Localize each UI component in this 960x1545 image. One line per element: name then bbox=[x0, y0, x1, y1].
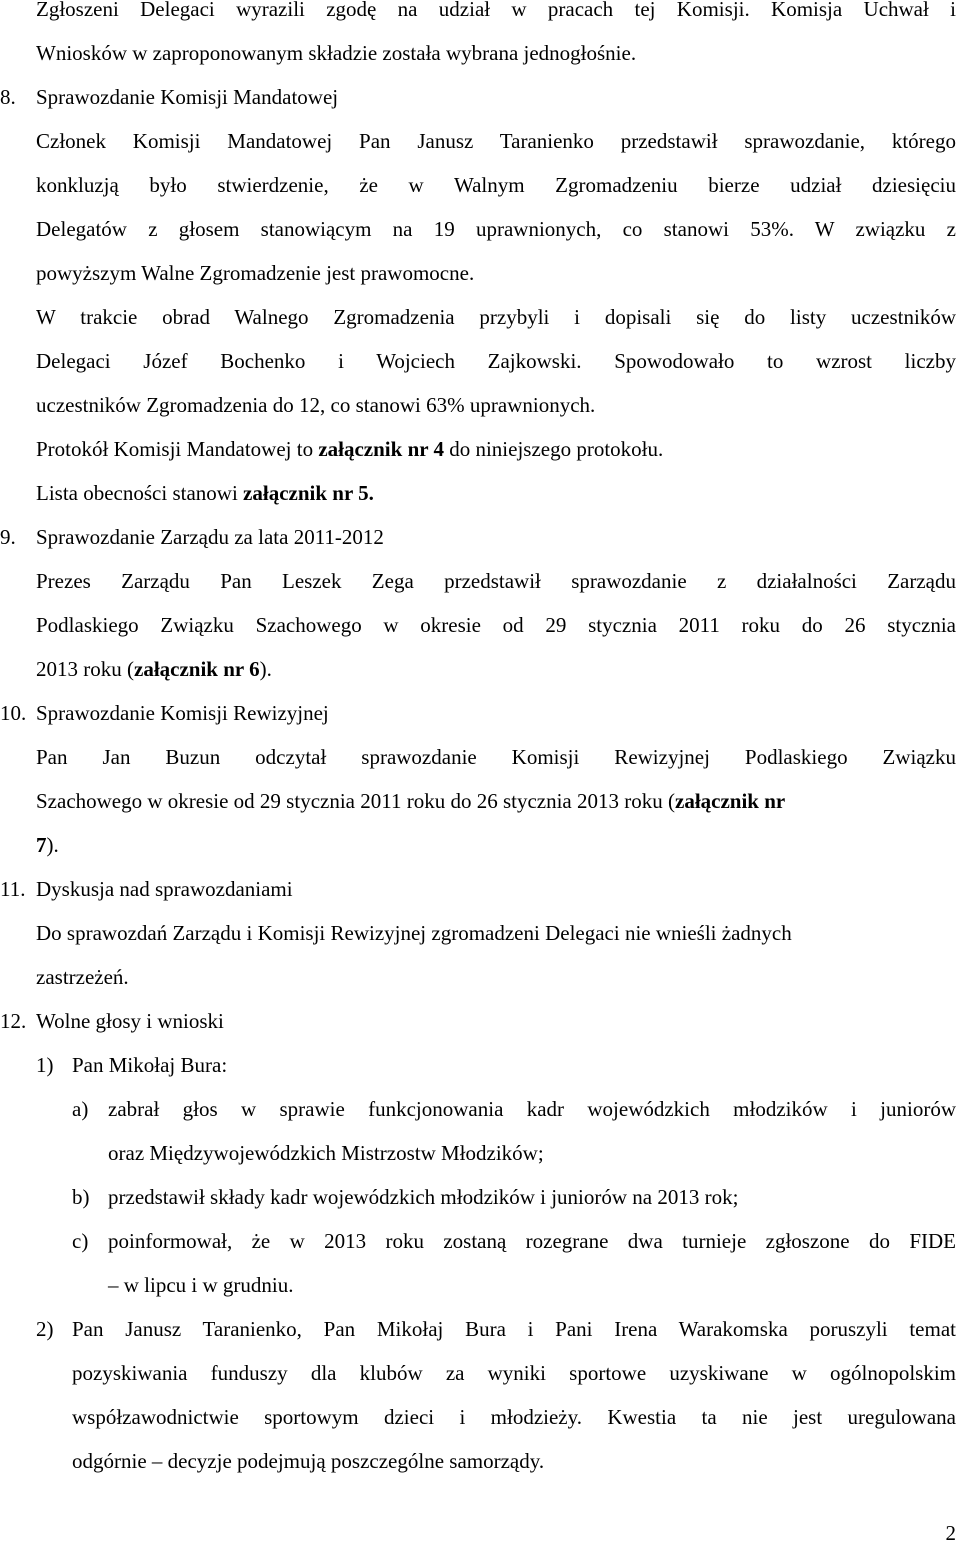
paragraph-line: konkluzją było stwierdzenie, że w Walnym Zgromadzeniu bierze udział dziesięciu bbox=[36, 173, 956, 197]
list-item: oraz Międzywojewódzkich Mistrzostw Młodzików; bbox=[108, 1141, 544, 1165]
list-item: zabrał głos w sprawie funkcjonowania kadr wojewódzkich młodzików i juniorów bbox=[108, 1097, 956, 1121]
attachment-reference: 7 bbox=[36, 833, 47, 857]
list-marker: a) bbox=[72, 1097, 89, 1121]
list-marker: 1) bbox=[36, 1053, 54, 1077]
paragraph-line bbox=[36, 436, 663, 462]
list-marker: b) bbox=[72, 1185, 90, 1209]
paragraph-line: Podlaskiego Związku Szachowego w okresie od 29 stycznia 2011 roku do 26 stycznia bbox=[36, 613, 956, 637]
paragraph-line: W trakcie obrad Walnego Zgromadzenia przybyli i dopisali się do listy uczestników bbox=[36, 305, 956, 329]
paragraph-line: Do sprawozdań Zarządu i Komisji Rewizyjnej zgromadzeni Delegaci nie wnieśli żadnych bbox=[36, 921, 792, 945]
section-heading: Sprawozdanie Zarządu za lata 2011-2012 bbox=[36, 525, 384, 549]
paragraph-line: Wniosków w zaproponowanym składzie została wybrana jednogłośnie. bbox=[36, 41, 637, 65]
paragraph-line: Członek Komisji Mandatowej Pan Janusz Taranienko przedstawił sprawozdanie, którego bbox=[36, 129, 956, 153]
paragraph-line: Delegaci Józef Bochenko i Wojciech Zajkowski. Spowodowało to wzrost liczby bbox=[36, 349, 956, 373]
text-span: ). bbox=[259, 657, 272, 681]
text-span: do niniejszego protokołu. bbox=[443, 437, 664, 461]
list-marker: 2) bbox=[36, 1317, 54, 1341]
section-heading: Dyskusja nad sprawozdaniami bbox=[36, 877, 293, 901]
page-number: 2 bbox=[945, 1521, 956, 1545]
heading-number: 8. bbox=[0, 85, 16, 109]
text-span: Protokół Komisji Mandatowej to bbox=[36, 437, 319, 461]
list-item: pozyskiwania funduszy dla klubów za wyniki sportowe uzyskiwane w ogólnopolskim bbox=[72, 1361, 956, 1385]
paragraph-line bbox=[36, 788, 785, 814]
list-item: współzawodnictwie sportowym dzieci i młodzieży. Kwestia ta nie jest uregulowana bbox=[72, 1405, 956, 1429]
list-item: Pan Janusz Taranienko, Pan Mikołaj Bura i Pani Irena Warakomska poruszyli temat bbox=[72, 1317, 956, 1341]
paragraph-line bbox=[36, 480, 374, 506]
paragraph-line: zastrzeżeń. bbox=[36, 965, 129, 989]
section-heading: Sprawozdanie Komisji Rewizyjnej bbox=[36, 701, 329, 725]
section-heading: Wolne głosy i wnioski bbox=[36, 1009, 224, 1033]
paragraph-line: Prezes Zarządu Pan Leszek Zega przedstawił sprawozdanie z działalności Zarządu bbox=[36, 569, 956, 593]
list-item: odgórnie – decyzje podejmują poszczególne samorządy. bbox=[72, 1449, 545, 1473]
text-span: Szachowego w okresie od 29 stycznia 2011 roku do 26 stycznia 2013 roku ( bbox=[36, 789, 675, 813]
list-item: – w lipcu i w grudniu. bbox=[108, 1273, 294, 1297]
text-span: 2013 roku ( bbox=[36, 657, 134, 681]
paragraph-line bbox=[36, 832, 59, 858]
list-item-label: Pan Mikołaj Bura: bbox=[72, 1053, 228, 1077]
heading-number: 12. bbox=[0, 1009, 27, 1033]
paragraph-line: Zgłoszeni Delegaci wyrazili zgodę na udział w pracach tej Komisji. Komisja Uchwał i bbox=[36, 0, 956, 21]
heading-number: 10. bbox=[0, 701, 27, 725]
text-span: Lista obecności stanowi bbox=[36, 481, 244, 505]
text-span: ). bbox=[46, 833, 59, 857]
paragraph-line: uczestników Zgromadzenia do 12, co stanowi 63% uprawnionych. bbox=[36, 393, 596, 417]
paragraph-line: powyższym Walne Zgromadzenie jest prawomocne. bbox=[36, 261, 475, 285]
list-item: przedstawił składy kadr wojewódzkich młodzików i juniorów na 2013 rok; bbox=[108, 1185, 739, 1209]
heading-number: 11. bbox=[0, 877, 26, 901]
attachment-reference: załącznik nr bbox=[675, 789, 786, 813]
section-heading: Sprawozdanie Komisji Mandatowej bbox=[36, 85, 339, 109]
paragraph-line bbox=[36, 656, 272, 682]
list-item: poinformował, że w 2013 roku zostaną rozegrane dwa turnieje zgłoszone do FIDE bbox=[108, 1229, 956, 1253]
attachment-reference: załącznik nr 4 bbox=[318, 437, 444, 461]
attachment-reference: załącznik nr 6 bbox=[134, 657, 260, 681]
paragraph-line: Pan Jan Buzun odczytał sprawozdanie Komisji Rewizyjnej Podlaskiego Związku bbox=[36, 745, 956, 769]
attachment-reference: załącznik nr 5. bbox=[243, 481, 374, 505]
list-marker: c) bbox=[72, 1229, 89, 1253]
heading-number: 9. bbox=[0, 525, 16, 549]
paragraph-line: Delegatów z głosem stanowiącym na 19 uprawnionych, co stanowi 53%. W związku z bbox=[36, 217, 956, 241]
